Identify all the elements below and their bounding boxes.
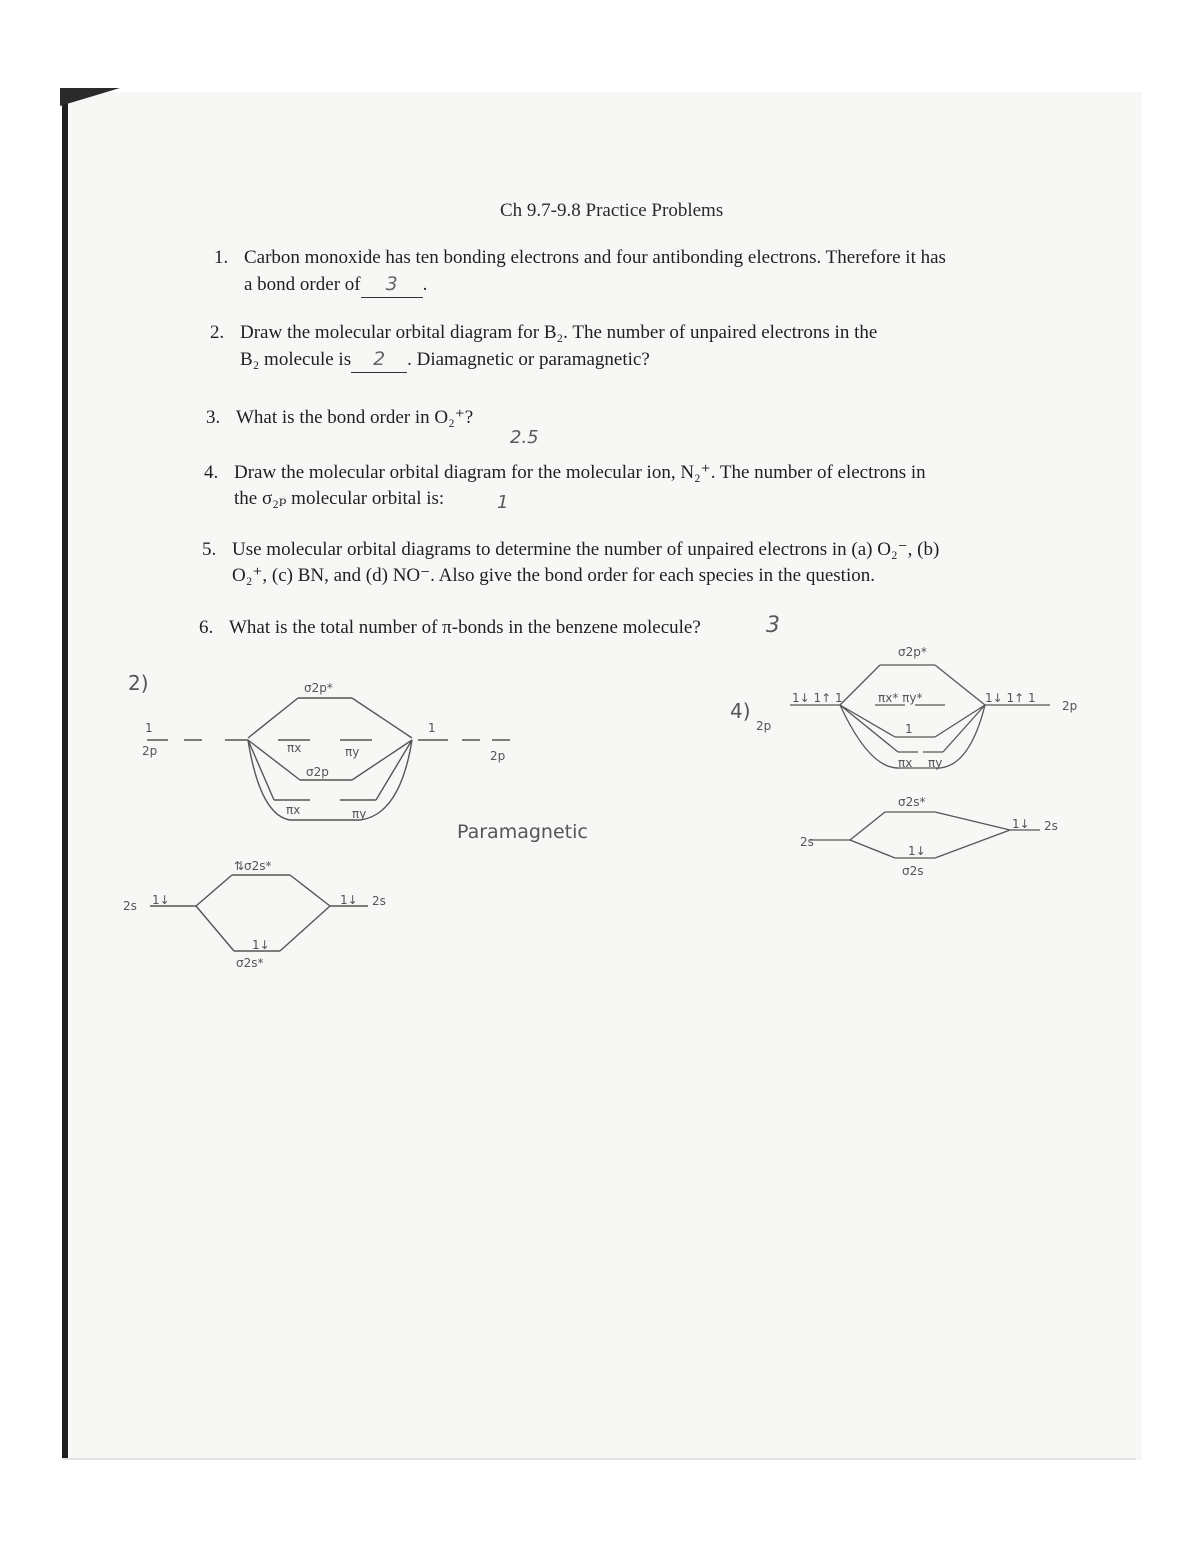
b2-sigma2s-label: σ2s*: [236, 956, 264, 970]
n2-diagram-label: 4): [730, 699, 751, 723]
n2-pi-y-label: πy: [928, 756, 943, 770]
n2-left-2p-electrons: 1↓ 1↑ 1: [792, 691, 843, 705]
b2-pi-x-label: πx: [286, 803, 301, 817]
n2-2s-lines: [850, 812, 1010, 858]
b2-right-2p-label: 2p: [490, 749, 506, 763]
question-6-text: What is the total number of π-bonds in the benzene molecule?: [229, 617, 701, 638]
question-6-answer: 3: [766, 613, 780, 638]
b2-sigma2s-electrons: 1↓: [252, 938, 270, 952]
question-2-line1: Draw the molecular orbital diagram for B₂. The number of unpaired electrons in the: [240, 322, 878, 343]
question-3-number: 3.: [206, 407, 221, 428]
n2-sigma2s-electrons: 1↓: [908, 844, 926, 858]
question-2-number: 2.: [210, 322, 225, 343]
question-3-answer: 2.5: [510, 427, 539, 448]
question-2-line2-post: . Diamagnetic or paramagnetic?: [407, 349, 650, 370]
question-4-line2-pre: the σ₂ₚ molecular orbital is:: [234, 488, 445, 509]
n2-right-2p-label: 2p: [1062, 699, 1078, 713]
n2-left-2p-label: 2p: [756, 719, 772, 733]
b2-sigma2p-label: σ2p: [306, 765, 329, 779]
n2-sigma2p-star-label: σ2p*: [898, 645, 927, 659]
b2-paramagnetic-note: Paramagnetic: [457, 821, 588, 843]
n2-sigma2s-label: σ2s: [902, 864, 924, 878]
b2-sigma2p-star-label: σ2p*: [304, 681, 333, 695]
question-4-line1: Draw the molecular orbital diagram for the molecular ion, N₂⁺. The number of electrons in: [234, 462, 926, 483]
question-3-text: What is the bond order in O₂⁺?: [236, 407, 474, 428]
b2-left-2s-electrons: 1↓: [152, 893, 170, 907]
question-1-line2-pre: a bond order of: [244, 274, 361, 295]
n2-right-2p-electrons: 1↓ 1↑ 1: [985, 691, 1036, 705]
question-4-answer: 1: [497, 492, 509, 513]
question-5-line2: O₂⁺, (c) BN, and (d) NO⁻. Also give the bond order for each species in the question.: [232, 565, 875, 586]
question-1-line2-post: .: [422, 274, 428, 295]
question-2-answer: 2: [351, 346, 407, 373]
b2-diagram-label: 2): [128, 671, 149, 695]
question-6-number: 6.: [199, 617, 214, 638]
question-5-line1: Use molecular orbital diagrams to determine the number of unpaired electrons in (a) O₂⁻, (b): [232, 539, 940, 560]
b2-left-2p-label: 2p: [142, 744, 158, 758]
b2-left-2p-electron: 1: [145, 721, 153, 735]
n2-pi-star-label: πx* πy*: [878, 691, 923, 705]
b2-sigma2s-star-label: ⇅σ2s*: [234, 859, 272, 873]
b2-right-2p-electron: 1: [428, 721, 436, 735]
n2-pi-x-label: πx: [898, 756, 913, 770]
n2-sigma2p-electron: 1: [905, 722, 913, 736]
b2-left-2s-label: 2s: [123, 899, 137, 913]
b2-pi-x-star-label: πx: [287, 741, 302, 755]
b2-right-2s-electrons: 1↓: [340, 893, 358, 907]
question-1-number: 1.: [214, 247, 229, 268]
n2-left-2s-label: 2s: [800, 835, 814, 849]
b2-right-2s-label: 2s: [372, 894, 386, 908]
question-1-answer: 3: [361, 271, 423, 298]
question-5-number: 5.: [202, 539, 217, 560]
b2-pi-y-label: πy: [352, 807, 367, 821]
n2-right-2s-electrons: 1↓: [1012, 817, 1030, 831]
question-1-line1: Carbon monoxide has ten bonding electrons and four antibonding electrons. Therefore it has: [244, 247, 946, 268]
question-2-line2-pre: B₂ molecule is: [240, 349, 352, 370]
b2-pi-y-star-label: πy: [345, 745, 360, 759]
n2-sigma2s-star-label: σ2s*: [898, 795, 926, 809]
worksheet-title: Ch 9.7-9.8 Practice Problems: [500, 200, 724, 221]
n2-right-2s-label: 2s: [1044, 819, 1058, 833]
question-4-number: 4.: [204, 462, 219, 483]
